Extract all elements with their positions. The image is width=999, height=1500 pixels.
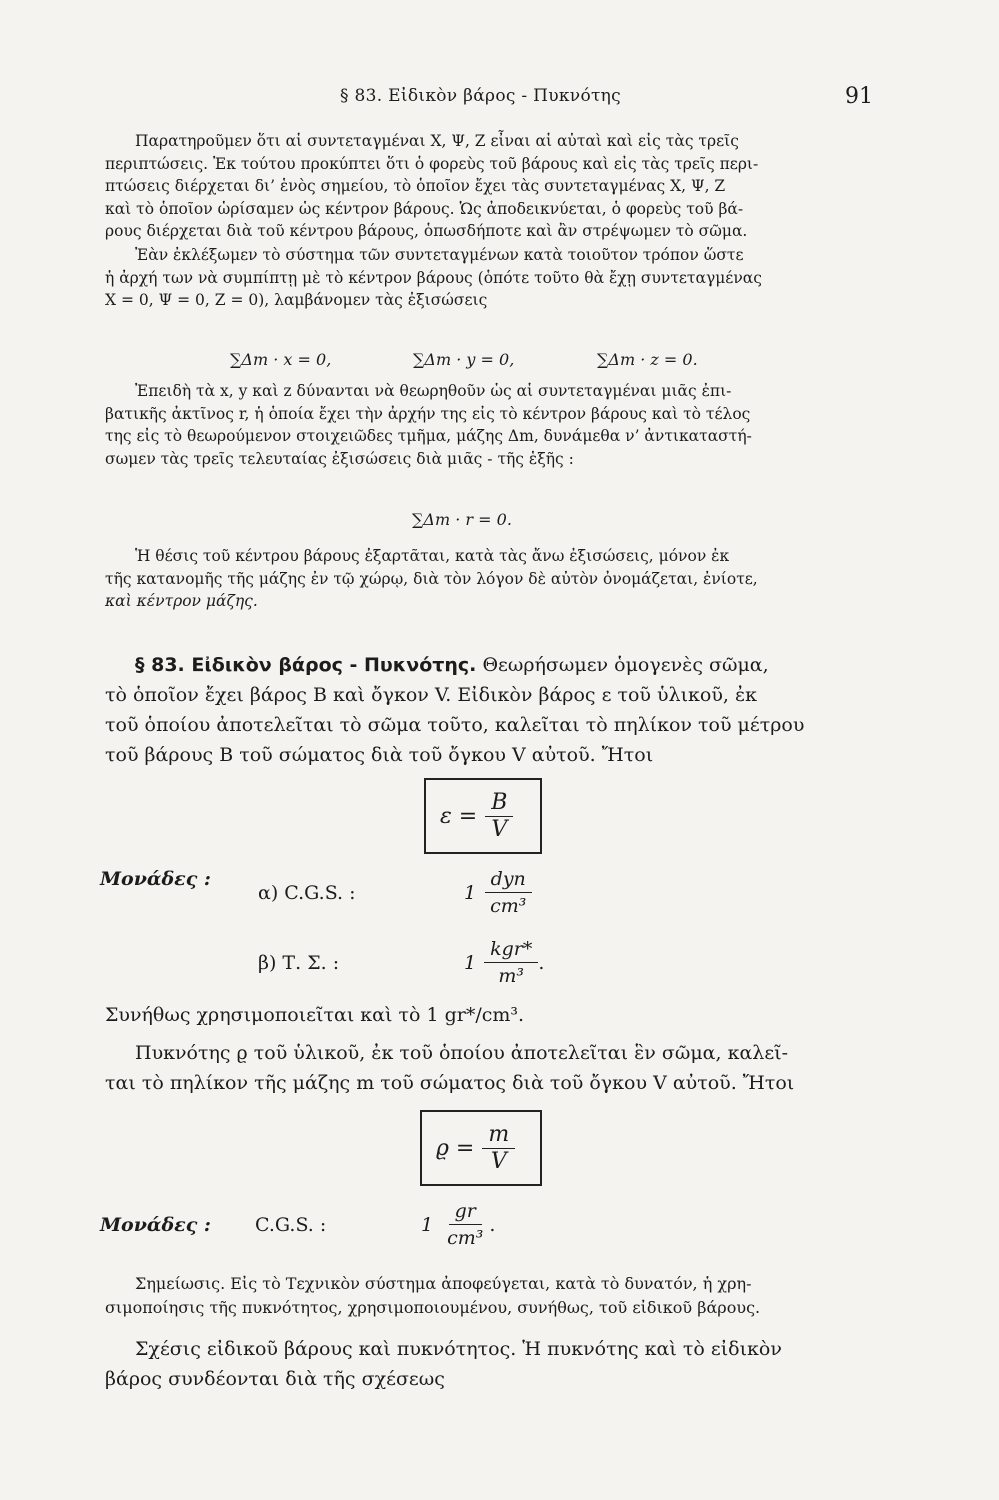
text-line: X = 0, Ψ = 0, Z = 0), λαμβάνομεν τὰς ἐξισώσεις <box>105 291 488 309</box>
unit-coef: 1 <box>464 951 477 974</box>
units-heading: Μονάδες : <box>100 1213 211 1236</box>
text-line: σωμεν τὰς τρεῖς τελευταίας ἐξισώσεις διὰ μιᾶς - τῆς ἑξῆς : <box>105 449 574 468</box>
unit-coef: 1 <box>421 1213 434 1236</box>
paragraph-relation <box>105 1334 885 1394</box>
section-first-line <box>105 650 885 680</box>
units-row-density <box>100 1198 495 1251</box>
equation-sum-x: ∑Δm · x = 0, <box>230 350 332 369</box>
paragraph-position-vector <box>105 380 875 470</box>
boxed-formula-density <box>420 1110 542 1186</box>
units-label <box>100 868 211 890</box>
paragraph-density <box>105 1038 885 1098</box>
text-line: τῆς κατανομῆς τῆς μάζης ἐν τῷ χώρῳ, διὰ τὸν λόγον δὲ αὐτὸν ὀνομάζεται, ἐνίοτε, <box>105 569 758 588</box>
denominator: cm³ <box>447 1227 484 1249</box>
text-line: ται τὸ πηλίκον τῆς μάζης m τοῦ σώματος διὰ τοῦ ὄγκου V αὐτοῦ. Ἤτοι <box>105 1072 795 1094</box>
numerator: m <box>482 1122 515 1149</box>
equation-sum-y: ∑Δm · y = 0, <box>413 350 515 369</box>
denominator: cm³ <box>490 895 527 917</box>
denominator: V <box>491 816 508 842</box>
units-heading: Μονάδες : <box>100 868 211 890</box>
text-line: Ἐὰν ἐκλέξωμεν τὸ σύστημα τῶν συντεταγμένων κατὰ τοιοῦτον τρόπον ὥστε <box>135 246 744 264</box>
text-line: Σημείωσις. Εἰς τὸ Τεχνικὸν σύστημα ἀποφεύγεται, κατὰ τὸ δυνατόν, ἡ χρη- <box>135 1274 752 1293</box>
text-line: βατικῆς ἀκτῖνος r, ἡ ὁποία ἔχει τὴν ἀρχήν της εἰς τὸ κέντρον βάρους καὶ τὸ τέλος <box>105 404 751 423</box>
unit-coef: 1 <box>464 881 477 904</box>
denominator: V <box>490 1148 507 1174</box>
running-header: § 83. Εἰδικὸν βάρος - Πυκνότης <box>340 86 621 106</box>
text-line: βάρος συνδέονται διὰ τῆς σχέσεως <box>105 1368 445 1390</box>
units-row-cgs <box>258 866 532 919</box>
fraction <box>482 1122 515 1175</box>
section-specific-weight <box>105 650 885 770</box>
unit-system: β) Τ. Σ. : <box>258 951 340 974</box>
numerator: dyn <box>485 866 532 893</box>
text-line: της εἰς τὸ θεωρούμενον στοιχειῶδες τμῆμα, μάζης Δm, δυνάμεθα ν’ ἀντικαταστή- <box>105 427 752 445</box>
text-line: Συνήθως χρησιμοποιεῖται καὶ τὸ 1 gr*/cm³. <box>105 1004 525 1026</box>
text-line: καὶ τὸ ὁποῖον ὡρίσαμεν ὡς κέντρον βάρους. Ὡς ἀποδεικνύεται, ὁ φορεὺς τοῦ βά- <box>105 199 744 218</box>
numerator: kgr* <box>484 936 538 963</box>
denominator: m³ <box>498 965 525 987</box>
text-line: Σχέσις εἰδικοῦ βάρους καὶ πυκνότητος. Ἡ πυκνότης καὶ τὸ εἰδικὸν <box>135 1338 782 1360</box>
text-line: Θεωρήσωμεν ὁμογενὲς σῶμα, <box>482 654 769 676</box>
unit-suffix: . <box>489 1213 496 1236</box>
paragraph-note <box>105 1272 880 1320</box>
text-line: ἡ ἀρχή των νὰ συμπίπτῃ μὲ τὸ κέντρον βάρους (ὁπότε τοῦτο θὰ ἔχῃ συντεταγμένας <box>105 268 762 287</box>
numerator: B <box>485 790 513 817</box>
unit-fraction <box>484 936 538 989</box>
formula-lhs: ϱ = <box>436 1135 475 1161</box>
text-line: τοῦ βάρους B τοῦ σώματος διὰ τοῦ ὄγκου V αὐτοῦ. Ἤτοι <box>105 744 654 766</box>
text-line: ρους διέρχεται διὰ τοῦ κέντρου βάρους, ὁπωσδήποτε καὶ ἂν στρέψωμεν τὸ σῶμα. <box>105 222 748 240</box>
paragraph-origin-choice <box>105 244 875 312</box>
text-line: περιπτώσεις. Ἐκ τούτου προκύπτει ὅτι ὁ φορεὺς τοῦ βάρους καὶ εἰς τὰς τρεῖς περι- <box>105 154 759 173</box>
page-number: 91 <box>845 84 873 109</box>
unit-fraction <box>484 866 532 919</box>
numerator: gr <box>449 1198 482 1225</box>
formula-lhs: ε = <box>440 803 478 829</box>
text-line: καὶ κέντρον μάζης. <box>105 592 258 610</box>
unit-fraction <box>441 1198 489 1251</box>
unit-system: α) C.G.S. : <box>258 881 356 904</box>
text-line: Ἐπειδὴ τὰ x, y καὶ z δύνανται νὰ θεωρηθοῦν ὡς αἱ συντεταγμέναι μιᾶς ἐπι- <box>135 382 732 400</box>
text-line: Πυκνότης ϱ τοῦ ὑλικοῦ, ἐκ τοῦ ὁποίου ἀποτελεῖται ἓν σῶμα, καλεῖ- <box>135 1042 789 1064</box>
unit-suffix: . <box>538 951 545 974</box>
section-heading: § 83. Εἰδικὸν βάρος - Πυκνότης. <box>135 654 477 676</box>
paragraph-usual-unit <box>105 1000 885 1030</box>
text-line: πτώσεις διέρχεται δι’ ἑνὸς σημείου, τὸ ὁποῖον ἔχει τὰς συντεταγμένας X, Ψ, Z <box>105 177 726 195</box>
fraction <box>485 790 513 843</box>
boxed-formula-specific-weight <box>424 778 542 854</box>
paragraph-centroid-axes <box>105 130 875 243</box>
text-line: Παρατηροῦμεν ὅτι αἱ συντεταγμέναι X, Ψ, Z εἶναι αἱ αὐταὶ καὶ εἰς τὰς τρεῖς <box>135 132 739 150</box>
text-line: Ἡ θέσις τοῦ κέντρου βάρους ἐξαρτᾶται, κατὰ τὰς ἄνω ἐξισώσεις, μόνον ἐκ <box>135 547 730 565</box>
text-line: τὸ ὁποῖον ἔχει βάρος B καὶ ὄγκον V. Εἰδικὸν βάρος ε τοῦ ὑλικοῦ, ἐκ <box>105 684 758 706</box>
text-line: σιμοποίησις τῆς πυκνότητος, χρησιμοποιουμένου, συνήθως, τοῦ εἰδικοῦ βάρους. <box>105 1298 761 1317</box>
equation-sum-r: ∑Δm · r = 0. <box>412 510 512 529</box>
unit-system: C.G.S. : <box>255 1213 327 1236</box>
paragraph-center-of-mass <box>105 545 875 613</box>
text-line: τοῦ ὁποίου ἀποτελεῖται τὸ σῶμα τοῦτο, καλεῖται τὸ πηλίκον τοῦ μέτρου <box>105 714 805 736</box>
units-row-technical <box>258 936 544 989</box>
equation-sum-z: ∑Δm · z = 0. <box>597 350 698 369</box>
